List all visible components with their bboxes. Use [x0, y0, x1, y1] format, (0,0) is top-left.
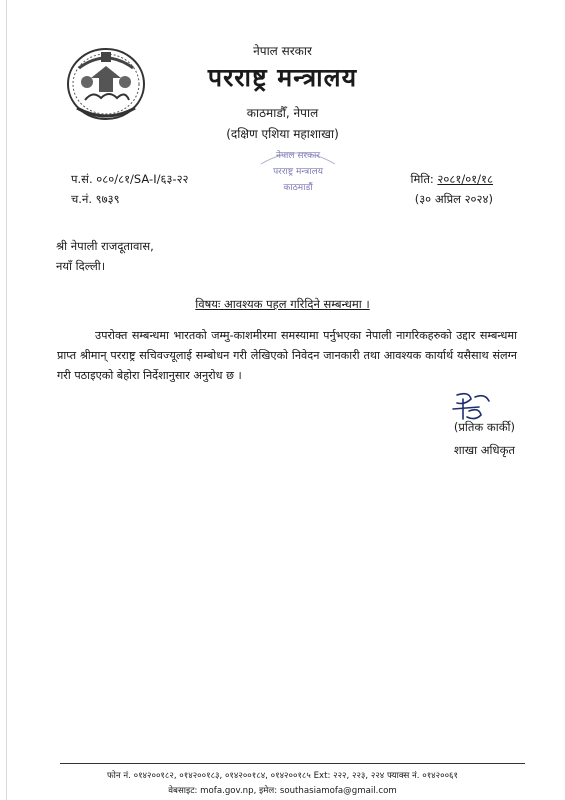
date-label: मिति: — [410, 172, 434, 186]
footer-website-email: वेबसाइट: mofa.gov.np, इमेल: southasiamofa@gmail.com — [168, 786, 397, 796]
official-stamp — [255, 140, 341, 202]
footer-phone-numbers: फोन नं. ०१४२००१८२, ०१४२००१८३, ०१४२००१८४, ०१४२००१८५ Ext: २२२, २२३, २२४ फ्याक्स नं. ०१४२००६१ — [107, 771, 458, 781]
dispatch-number: च.नं. ९७३९ — [71, 192, 120, 206]
stamp-line-2: परराष्ट्र मन्त्रालय — [273, 167, 323, 177]
stamp-line-1: नेपाल सरकार — [275, 151, 321, 161]
letter-date-english: (३० अप्रिल २०२४) — [414, 192, 493, 206]
subject-text: विषयः आवश्यक पहल गरिदिने सम्बन्धमा । — [195, 297, 370, 311]
signatory-title: शाखा अधिकृत — [453, 443, 515, 457]
stamp-line-3: काठमाडौं — [283, 183, 313, 193]
footer-divider — [60, 763, 525, 764]
government-name: नेपाल सरकार — [253, 44, 312, 58]
letter-body: उपरोक्त सम्बन्धमा भारतको जम्मु-काशमीरमा समस्यामा पर्नुभएका नेपाली नागरिकहरुको उद्दार सम्बन्धमा प्राप्त श्रीमान् परराष्ट्र सचिवज्यूलाई सम्बोधन गरी लेखिएको निवेदन जानकारी तथा आवश्यक कार्यार्थ यसैसाथ संलग्न गरी पठाइएको बेहोरा निर्देशानुसार अनुरोध छ । — [57, 329, 517, 382]
date-value: २०८१/०१/१८ — [437, 172, 493, 186]
division-name: (दक्षिण एशिया महाशाखा) — [226, 127, 339, 141]
letter-subject — [0, 297, 565, 312]
ministry-name: परराष्ट्र मन्त्रालय — [207, 63, 358, 92]
file-reference-number: प.सं. ०८०/८१/SA-I/६३-२२ — [71, 172, 189, 186]
signatory-name: (प्रतिक कार्की) — [453, 420, 515, 434]
recipient-line-2: नयाँ दिल्ली। — [56, 259, 106, 273]
ministry-location: काठमाडौँ, नेपाल — [246, 106, 319, 120]
letter-date — [410, 172, 493, 187]
recipient-line-1: श्री नेपाली राजदूतावास, — [56, 239, 154, 253]
